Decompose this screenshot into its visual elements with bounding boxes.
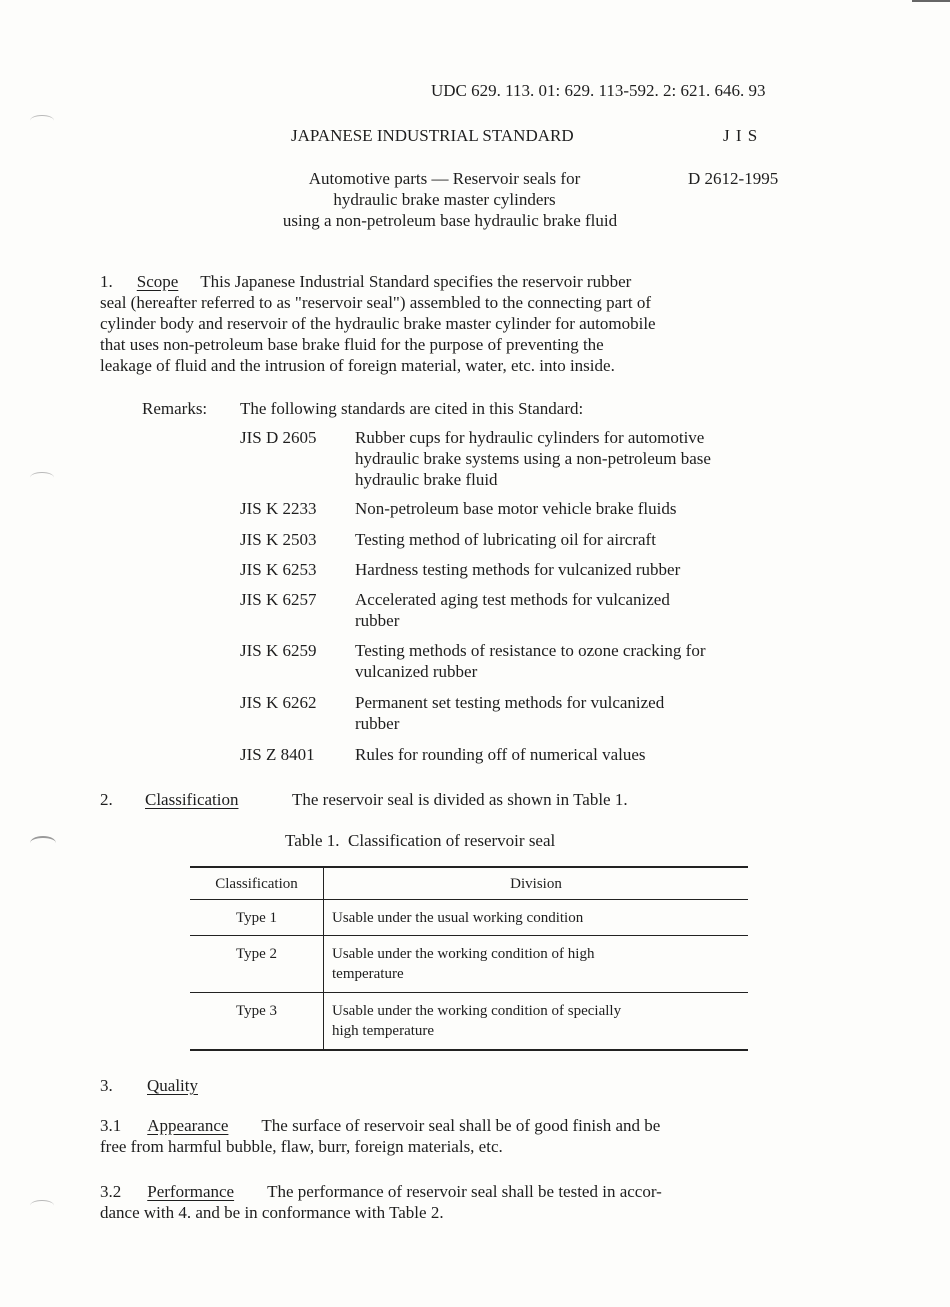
performance-text-line: The performance of reservoir seal shall be tested in accor- bbox=[267, 1182, 662, 1201]
table-header-row bbox=[190, 867, 748, 900]
section-performance bbox=[100, 1181, 800, 1223]
scan-mark bbox=[30, 1200, 54, 1211]
document-title-line: hydraulic brake master cylinders bbox=[333, 190, 556, 209]
table-row bbox=[190, 993, 748, 1051]
type-cell: Type 2 bbox=[190, 936, 324, 993]
scan-mark bbox=[30, 836, 56, 850]
section-scope bbox=[100, 271, 800, 376]
table-caption: Table 1. Classification of reservoir seal bbox=[285, 831, 556, 850]
performance-text-line: dance with 4. and be in conformance with Table 2. bbox=[100, 1203, 444, 1222]
scope-text-line: that uses non-petroleum base brake fluid for the purpose of preventing the bbox=[100, 335, 604, 354]
udc-number: UDC 629. 113. 01: 629. 113-592. 2: 621. 646. 93 bbox=[431, 81, 766, 100]
reference-title: Accelerated aging test methods for vulcanized rubber bbox=[355, 590, 670, 630]
section-heading: Quality bbox=[147, 1076, 198, 1095]
appearance-text-line: The surface of reservoir seal shall be of good finish and be bbox=[261, 1116, 661, 1135]
division-cell: Usable under the working condition of specially high temperature bbox=[332, 1003, 622, 1039]
reference-code: JIS Z 8401 bbox=[240, 745, 315, 764]
column-header: Division bbox=[510, 875, 562, 892]
type-cell: Type 3 bbox=[190, 993, 324, 1051]
section-heading: Performance bbox=[147, 1182, 235, 1201]
scope-text-line: cylinder body and reservoir of the hydraulic brake master cylinder for automobile bbox=[100, 314, 656, 333]
classification-table bbox=[190, 866, 748, 1051]
document-number: D 2612-1995 bbox=[688, 169, 779, 188]
performance-first-line bbox=[100, 1181, 800, 1202]
reference-code: JIS K 6259 bbox=[240, 641, 317, 660]
section-heading: Appearance bbox=[147, 1116, 229, 1135]
reference-code: JIS K 6253 bbox=[240, 560, 317, 579]
document-title bbox=[230, 168, 670, 231]
reference-code: JIS D 2605 bbox=[240, 428, 317, 447]
scope-text-line: leakage of fluid and the intrusion of foreign material, water, etc. into inside. bbox=[100, 356, 615, 375]
reference-code: JIS K 6262 bbox=[240, 693, 317, 712]
reference-title: Hardness testing methods for vulcanized rubber bbox=[355, 560, 681, 579]
division-cell: Usable under the usual working condition bbox=[332, 910, 584, 926]
document-title-line: Automotive parts — Reservoir seals for bbox=[308, 169, 581, 188]
classification-text: The reservoir seal is divided as shown in Table 1. bbox=[292, 790, 628, 809]
remarks-intro: The following standards are cited in this Standard: bbox=[240, 399, 584, 418]
reference-title: Testing methods of resistance to ozone cracking for vulcanized rubber bbox=[355, 641, 706, 681]
reference-code: JIS K 6257 bbox=[240, 590, 317, 609]
section-number: 1. bbox=[100, 272, 113, 291]
scope-text-line: seal (hereafter referred to as "reservoir seal") assembled to the connecting part of bbox=[100, 293, 652, 312]
appearance-first-line bbox=[100, 1115, 800, 1136]
remarks-label: Remarks: bbox=[142, 399, 208, 418]
jis-mark: J I S bbox=[723, 126, 759, 145]
reference-code: JIS K 2233 bbox=[240, 499, 317, 518]
scope-text-line: This Japanese Industrial Standard specifies the reservoir rubber bbox=[200, 272, 632, 291]
reference-title: Testing method of lubricating oil for aircraft bbox=[355, 530, 656, 549]
table-row bbox=[190, 936, 748, 993]
section-heading: Scope bbox=[136, 272, 179, 291]
scope-first-line bbox=[100, 271, 800, 292]
document-title-line: using a non-petroleum base hydraulic brake fluid bbox=[282, 211, 618, 230]
scan-edge-line bbox=[912, 0, 950, 2]
section-number: 3. bbox=[100, 1076, 113, 1095]
reference-title: Permanent set testing methods for vulcanized rubber bbox=[355, 693, 665, 733]
section-number: 2. bbox=[100, 790, 113, 809]
reference-code: JIS K 2503 bbox=[240, 530, 317, 549]
section-heading: Classification bbox=[145, 790, 239, 809]
division-cell: Usable under the working condition of high temperature bbox=[332, 946, 595, 982]
section-number: 3.1 bbox=[100, 1116, 122, 1135]
reference-title: Non-petroleum base motor vehicle brake fluids bbox=[355, 499, 677, 518]
column-header: Classification bbox=[190, 867, 324, 900]
type-cell: Type 1 bbox=[190, 900, 324, 936]
scan-mark bbox=[30, 115, 54, 126]
appearance-text-line: free from harmful bubble, flaw, burr, foreign materials, etc. bbox=[100, 1137, 503, 1156]
reference-title: Rubber cups for hydraulic cylinders for automotive hydraulic brake systems using a non-petroleum base hydraulic brake fluid bbox=[355, 428, 711, 489]
standard-title: JAPANESE INDUSTRIAL STANDARD bbox=[291, 126, 574, 145]
table-row bbox=[190, 900, 748, 936]
section-number: 3.2 bbox=[100, 1182, 122, 1201]
reference-title: Rules for rounding off of numerical values bbox=[355, 745, 646, 764]
section-appearance bbox=[100, 1115, 800, 1157]
scan-mark bbox=[30, 472, 54, 483]
